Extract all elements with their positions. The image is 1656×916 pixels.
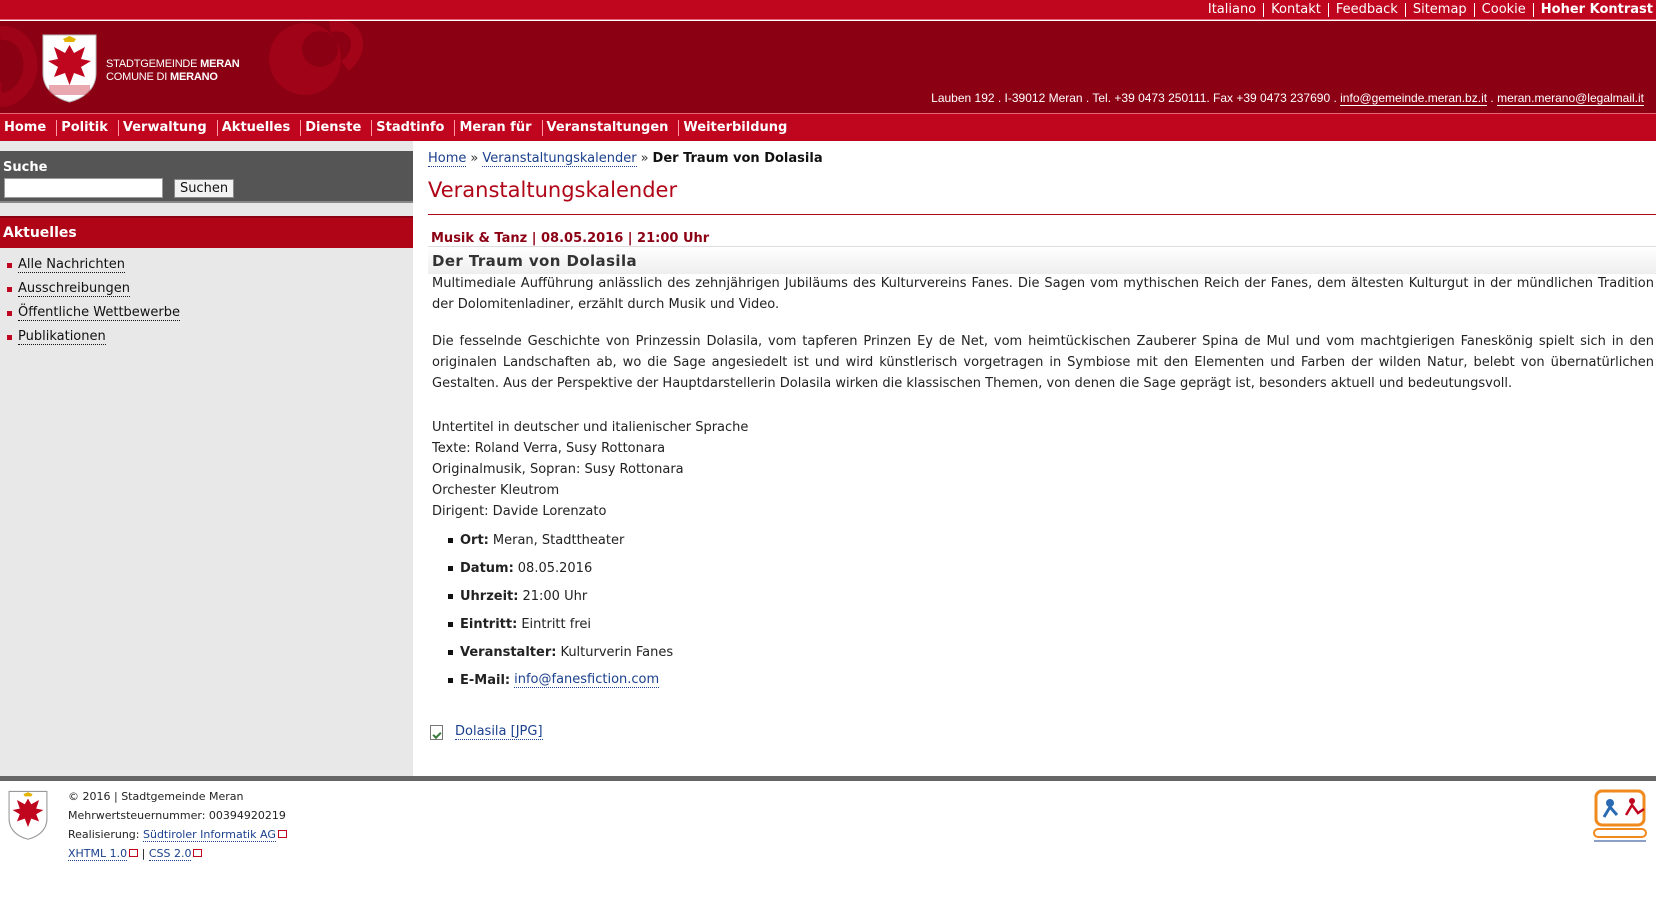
bullet-icon	[7, 335, 12, 340]
credit-line: Originalmusik, Sopran: Susy Rottonara	[432, 462, 684, 477]
link-sitemap[interactable]: Sitemap	[1405, 3, 1474, 17]
title-divider	[428, 214, 1656, 215]
footer-vat-number: Mehrwertsteuernummer: 00394920219	[68, 809, 286, 822]
event-description-1: Multimediale Aufführung anlässlich des zehnjährigen Jubiläums des Kulturvereins Fanes. Die Sagen vom mythischen Reich der Fanes, dem ältesten Kulturgut in der mündlichen Tradition der Dolomitenladiner, erzählt durch Musik und Video.	[432, 276, 1654, 312]
event-category-date: Musik & Tanz | 08.05.2016 | 21:00 Uhr	[431, 231, 710, 246]
credit-line: Dirigent: Davide Lorenzato	[432, 504, 607, 519]
address-text: Lauben 192 . I-39012 Meran . Tel. +39 0473 250111. Fax +39 0473 237690 .	[931, 91, 1341, 105]
link-feedback[interactable]: Feedback	[1328, 3, 1405, 17]
bullet-icon	[448, 538, 453, 543]
brand-line1-bold: MERAN	[200, 58, 240, 70]
breadcrumb-separator: »	[640, 151, 649, 166]
nav-weiterbildung[interactable]: Weiterbildung	[678, 120, 794, 136]
fact-value: Meran, Stadttheater	[492, 532, 625, 548]
footer-separator: |	[138, 847, 149, 860]
bullet-icon	[448, 622, 453, 627]
aktuelles-list	[7, 253, 180, 349]
link-kontakt[interactable]: Kontakt	[1263, 3, 1328, 17]
event-description-2: Die fesselnde Geschichte von Prinzessin Dolasila, vom tapferen Prinzen Ey de Net, vom heimtückischen Zauberer Spina de Mul und vom machtgierigen Faneskönig spielt sich in den originalen Landschaften ab, wo die Sage angesiedelt ist und wird künstlerisch vorgetragen in Symbiose mit den Elementen und Farben der wilden Natur, belebt von übernatürlichen Gestalten. Aus der Perspektive der Hauptdarstellerin Dolasila wirken die klassischen Themen, von denen die Sage geprägt ist, besonders aktuell und bedeutungsvoll.	[432, 334, 1654, 391]
main-navigation	[0, 113, 1656, 141]
fact-value: 21:00 Uhr	[522, 588, 588, 604]
fact-label: Veranstalter:	[460, 644, 557, 660]
breadcrumb-veranstaltungskalender[interactable]: Veranstaltungskalender	[482, 151, 637, 166]
footer-text	[68, 787, 287, 863]
sidebar-item-publikationen	[7, 325, 180, 349]
footer-copyright: © 2016 | Stadtgemeinde Meran	[68, 790, 244, 803]
nav-veranstaltungen[interactable]: Veranstaltungen	[542, 120, 676, 136]
email-gemeinde-link[interactable]: info@gemeinde.meran.bz.it	[1340, 91, 1488, 105]
brand-line2-prefix: COMUNE DI	[106, 71, 171, 83]
breadcrumb-separator: »	[470, 151, 479, 166]
nav-stadtinfo[interactable]: Stadtinfo	[371, 120, 451, 136]
credit-line: Untertitel in deutscher und italienischer Sprache	[432, 420, 749, 435]
link-cookie[interactable]: Cookie	[1474, 3, 1533, 17]
fact-email	[448, 666, 673, 694]
nav-meran-fuer[interactable]: Meran für	[454, 120, 538, 136]
brand-line2-bold: MERANO	[170, 71, 218, 83]
search-box	[0, 151, 413, 203]
footer	[0, 781, 1656, 916]
sidebar-link[interactable]: Öffentliche Wettbewerbe	[18, 305, 181, 320]
attachment	[430, 724, 543, 740]
realization-label: Realisierung:	[68, 828, 143, 841]
fact-datum	[448, 554, 673, 582]
fact-value: Eintritt frei	[521, 616, 592, 632]
sidebar-link[interactable]: Publikationen	[18, 329, 106, 344]
meran-coat-of-arms-logo[interactable]	[41, 33, 98, 103]
fact-eintritt	[448, 610, 673, 638]
address-separator: .	[1487, 91, 1498, 105]
external-link-icon	[129, 849, 138, 857]
search-input[interactable]	[4, 178, 163, 198]
brand-name	[106, 58, 240, 84]
event-facts-list	[448, 526, 673, 694]
top-links	[1201, 0, 1653, 20]
nav-verwaltung[interactable]: Verwaltung	[118, 120, 214, 136]
fact-veranstalter	[448, 638, 673, 666]
link-italiano[interactable]: Italiano	[1207, 2, 1257, 17]
bullet-icon	[448, 594, 453, 599]
organizer-email-link[interactable]: info@fanesfiction.com	[514, 672, 660, 687]
event-credits	[432, 417, 748, 522]
fact-value: 08.05.2016	[517, 560, 593, 576]
meran-coat-of-arms-icon	[7, 790, 49, 840]
sidebar	[0, 141, 413, 776]
fact-label: Ort:	[460, 532, 489, 548]
link-high-contrast[interactable]: Hoher Kontrast	[1533, 3, 1653, 17]
fact-label: Datum:	[460, 560, 514, 576]
fact-ort	[448, 526, 673, 554]
sidebar-link[interactable]: Alle Nachrichten	[18, 257, 126, 272]
credit-line: Texte: Roland Verra, Susy Rottonara	[432, 441, 666, 456]
page-title: Veranstaltungskalender	[428, 178, 678, 202]
nav-politik[interactable]: Politik	[56, 120, 115, 136]
external-link-icon	[278, 830, 287, 838]
fact-label: Eintritt:	[460, 616, 518, 632]
bullet-icon	[448, 678, 453, 683]
search-button[interactable]: Suchen	[174, 179, 234, 198]
sidebar-link[interactable]: Ausschreibungen	[18, 281, 130, 296]
external-link-icon	[193, 849, 202, 857]
aktuelles-section-title: Aktuelles	[3, 225, 77, 241]
sidebar-item-oeffentliche-wettbewerbe	[7, 301, 180, 325]
fact-label: E-Mail:	[460, 672, 511, 688]
attachment-link[interactable]: Dolasila [JPG]	[455, 724, 543, 739]
event-title-bar	[428, 246, 1656, 274]
header-banner	[0, 21, 1656, 113]
breadcrumb-current: Der Traum von Dolasila	[652, 151, 823, 166]
footer-realization	[68, 825, 287, 844]
bullet-icon	[7, 287, 12, 292]
fact-value: Kulturverin Fanes	[560, 644, 674, 660]
fact-label: Uhrzeit:	[460, 588, 519, 604]
bullet-icon	[448, 650, 453, 655]
fact-uhrzeit	[448, 582, 673, 610]
xhtml-validation-link[interactable]: XHTML 1.0	[68, 847, 128, 860]
css-validation-link[interactable]: CSS 2.0	[148, 847, 192, 860]
credit-line: Orchester Kleutrom	[432, 483, 560, 498]
search-label: Suche	[3, 160, 48, 175]
nav-home[interactable]: Home	[4, 119, 47, 135]
brand-line1-prefix: STADTGEMEINDE	[106, 58, 201, 70]
realization-link[interactable]: Südtiroler Informatik AG	[142, 828, 276, 841]
bullet-icon	[7, 311, 12, 316]
bullet-icon	[448, 566, 453, 571]
aktuelles-section-header	[0, 216, 413, 248]
bullet-icon	[7, 263, 12, 268]
sidebar-item-alle-nachrichten	[7, 253, 180, 277]
accessibility-badge-icon[interactable]	[1590, 787, 1650, 843]
event-title: Der Traum von Dolasila	[432, 252, 638, 270]
nav-dienste[interactable]: Dienste	[300, 120, 368, 136]
breadcrumb	[428, 151, 823, 166]
contact-address	[931, 91, 1644, 105]
image-file-icon	[430, 725, 443, 740]
top-bar	[0, 0, 1656, 20]
sidebar-item-ausschreibungen	[7, 277, 180, 301]
email-legalmail-link[interactable]: meran.merano@legalmail.it	[1497, 91, 1644, 105]
footer-validation	[68, 844, 287, 863]
nav-aktuelles[interactable]: Aktuelles	[217, 120, 297, 136]
breadcrumb-home[interactable]: Home	[428, 151, 467, 166]
